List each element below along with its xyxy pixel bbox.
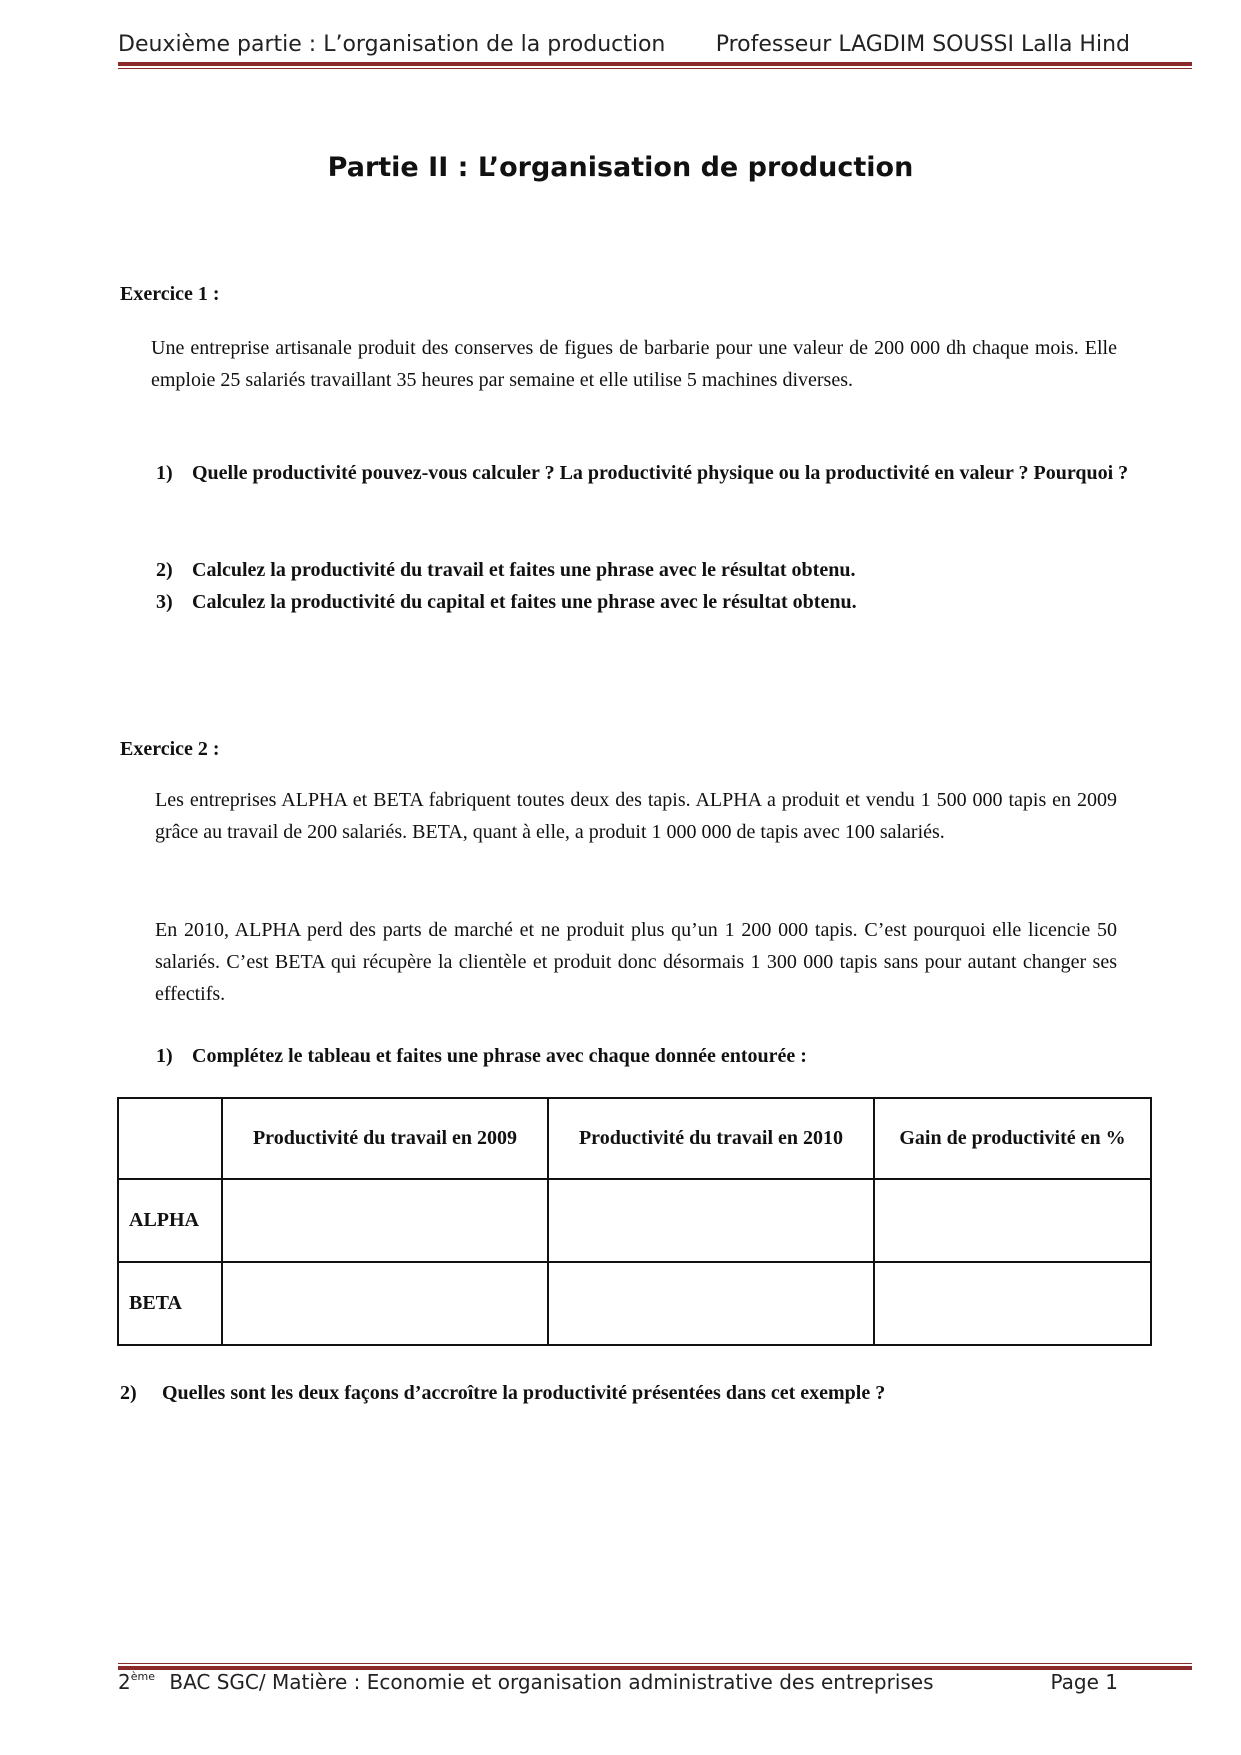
productivity-table [117,1097,1152,1346]
table-cell [222,1179,548,1262]
table-header-row [118,1098,1151,1179]
question-text: Complétez le tableau et faites une phrase avec chaque donnée entourée : [192,1045,807,1067]
table-row [118,1179,1151,1262]
question-number: 1) [156,1045,173,1067]
table-cell [548,1179,874,1262]
table-row [118,1262,1151,1345]
footer-level-suffix: ème [130,1670,155,1683]
question-number: 3) [156,591,173,613]
question-text: Calculez la productivité du travail et faites une phrase avec le résultat obtenu. [192,559,856,581]
header-chapter: Deuxième partie : L’organisation de la production [118,32,666,57]
exercise-2-question-2 [120,1378,1130,1408]
exercise-2-paragraph-2: En 2010, ALPHA perd des parts de marché et ne produit plus qu’un 1 200 000 tapis. C’est pourquoi elle licencie 50 salariés. C’est BETA qui récupère la clientèle et produit donc désormais 1 300 000 tapis sans pour autant changer ses effectifs. [155,919,1117,1005]
table-header-cell: Productivité du travail en 2010 [548,1098,874,1179]
row-label-alpha: ALPHA [118,1179,222,1262]
question-number: 2) [120,1382,137,1404]
exercise-2-heading: Exercice 2 : [120,738,220,760]
exercise-2-paragraph-1: Les entreprises ALPHA et BETA fabriquent toutes deux des tapis. ALPHA a produit et vendu 1 500 000 tapis en 2009 grâce au travail de 200 salariés. BETA, quant à elle, a produit 1 000 000 de tapis avec 100 salariés. [155,789,1117,843]
page-number: Page 1 [1050,1670,1118,1694]
table-header-cell: Gain de productivité en % [874,1098,1151,1179]
exercise-1-question-2 [156,555,1136,585]
exercise-2-question-1 [156,1041,1136,1071]
table-header-cell: Productivité du travail en 2009 [222,1098,548,1179]
page-header [118,28,1130,62]
question-text: Calculez la productivité du capital et faites une phrase avec le résultat obtenu. [192,591,857,613]
header-author: Professeur LAGDIM SOUSSI Lalla Hind [715,32,1130,57]
exercise-1-question-3 [156,587,1136,617]
table-header-cell [118,1098,222,1179]
table-cell [222,1262,548,1345]
table-cell [548,1262,874,1345]
question-number: 2) [156,559,173,581]
footer-level: 2 [118,1670,131,1694]
footer-course: BAC SGC/ Matière : Economie et organisation administrative des entreprises [169,1670,934,1694]
question-number: 1) [156,462,173,484]
table-cell [874,1262,1151,1345]
footer-divider [118,1663,1192,1670]
table-cell [874,1179,1151,1262]
exercise-1-question-1 [156,458,1136,488]
exercise-1-heading: Exercice 1 : [120,283,220,305]
question-text: Quelle productivité pouvez-vous calculer ? La productivité physique ou la productivité en valeur ? Pourquoi ? [192,462,1129,484]
exercise-1-statement: Une entreprise artisanale produit des conserves de figues de barbarie pour une valeur de 200 000 dh chaque mois. Elle emploie 25 salariés travaillant 35 heures par semaine et elle utilise 5 machines diverses. [151,337,1117,391]
question-text: Quelles sont les deux façons d’accroître la productivité présentées dans cet exemple ? [162,1382,886,1404]
row-label-beta: BETA [118,1262,222,1345]
page-title: Partie II : L’organisation de production [327,152,914,183]
page-footer [118,1670,1118,1694]
header-divider [118,62,1192,69]
